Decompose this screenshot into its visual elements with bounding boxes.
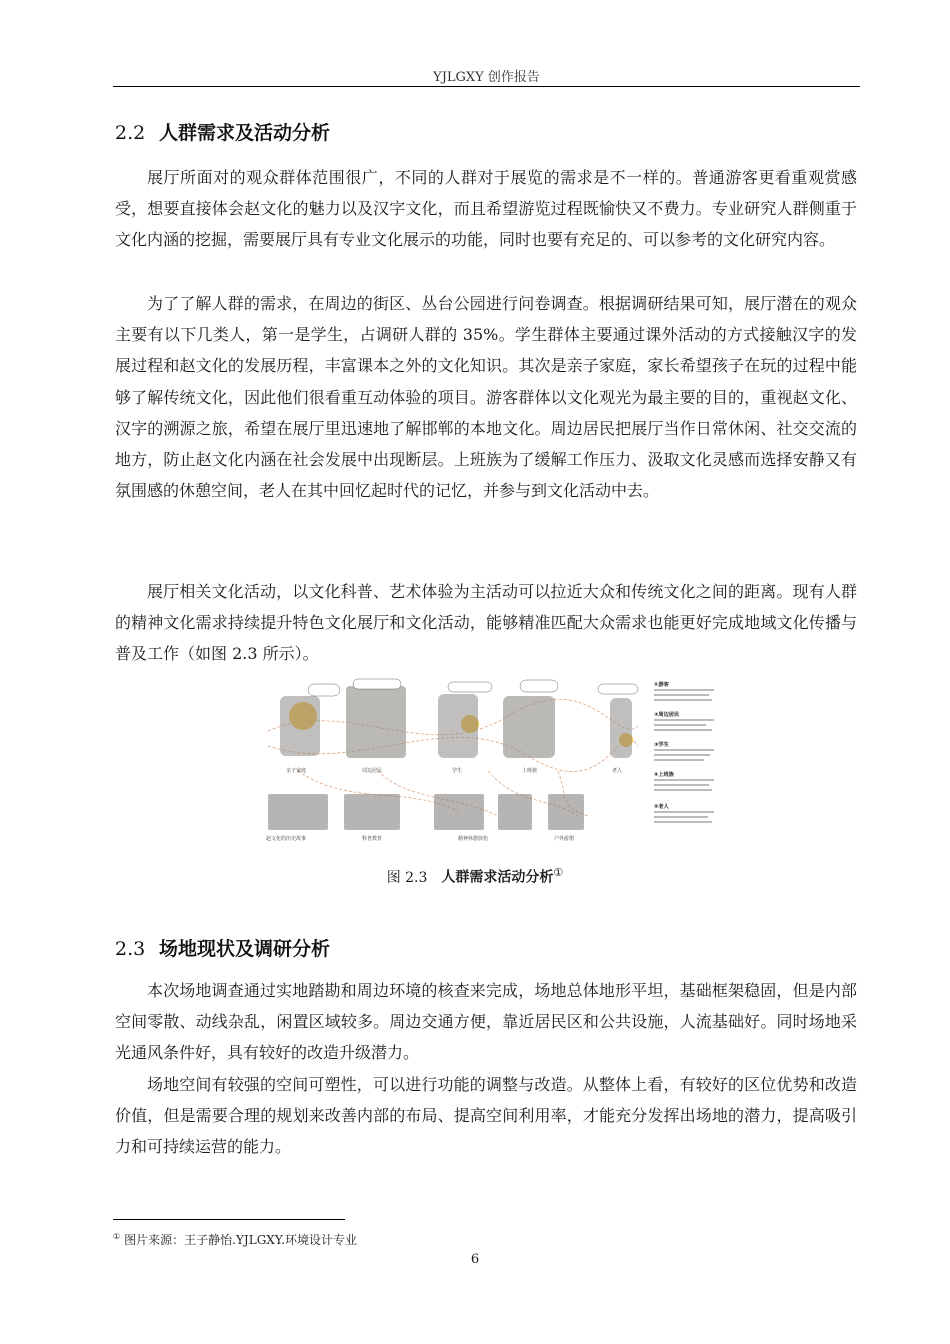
figure-legend-entry: ①游客	[654, 682, 669, 688]
footnote-rule	[113, 1219, 345, 1220]
caption-footnote-mark: ①	[553, 866, 564, 879]
figure-activity-label: 科普教育	[362, 836, 383, 842]
paragraph: 场地空间有较强的空间可塑性，可以进行功能的调整与改造。从整体上看，有较好的区位优势和改造价值，但是需要合理的规划来改善内部的布局、提高空间利用率，才能充分发挥出场地的潜力，提高吸引力和可持续运营的能力。	[115, 1075, 857, 1157]
paragraph: 为了了解人群的需求，在周边的街区、丛台公园进行问卷调查。根据调研结果可知，展厅潜在的观众主要有以下几类人，第一是学生，占调研人群的 35%。学生群体主要通过课外活动的方式接触汉字的发展过程和赵文化的发展历程，丰富课本之外的文化知识。其次是亲子家庭，家长希望孩子在玩的过程中能够了解传统文化，因此他们很看重互动体验的项目。游客群体以文化观光为最主要的目的，重视赵文化、汉字的溯源之旅，希望在展厅里迅速地了解邯郸的本地文化。周边居民把展厅当作日常休闲、社交交流的地方，防止赵文化内涵在社会发展中出现断层。上班族为了缓解工作压力、汲取文化灵感而选择安静又有氛围感的休憩空间，老人在其中回忆起时代的记忆，并参与到文化活动中去。	[115, 294, 857, 501]
paragraph: 展厅所面对的观众群体范围很广，不同的人群对于展览的需求是不一样的。普通游客更看重观赏感受，想要直接体会赵文化的魅力以及汉字文化，而且希望游览过程既愉快又不费力。专业研究人群侧重于文化内涵的挖掘，需要展厅具有专业文化展示的功能，同时也要有充足的、可以参考的文化研究内容。	[115, 168, 857, 250]
caption-title: 人群需求活动分析	[441, 869, 554, 886]
figure-legend-entry: ④上班族	[654, 772, 674, 778]
paragraph: 展厅相关文化活动，以文化科普、艺术体验为主活动可以拉近大众和传统文化之间的距离。现有人群的精神文化需求持续提升特色文化展厅和文化活动，能够精准匹配大众需求也能更好完成地域文化传播与普及工作（如图 2.3 所示）。	[115, 582, 857, 664]
paragraph: 本次场地调查通过实地踏勘和周边环境的核查来完成，场地总体地形平坦，基础框架稳固，但是内部空间零散、动线杂乱，闲置区域较多。周边交通方便，靠近居民区和公共设施，人流基础好。同时场地采光通风条件好，具有较好的改造升级潜力。	[115, 981, 857, 1063]
figure-group-label: 上班族	[522, 768, 538, 774]
figure-group-label: 周边居民	[362, 768, 383, 774]
figure-legend-entry: ②周边居民	[654, 712, 680, 718]
figure-group-label: 学生	[452, 768, 463, 774]
section-title: 人群需求及活动分析	[159, 122, 331, 144]
figure-activity-label: 赵文化的历史故事	[266, 836, 307, 842]
figure-group-label: 亲子家庭	[286, 768, 307, 774]
section-number: 2.2	[115, 122, 146, 144]
figure-activity-label: 户外游憩	[554, 836, 575, 842]
footnote-text: 图片来源：王子静怡.YJLGXY.环境设计专业	[124, 1233, 358, 1247]
section-number: 2.3	[115, 938, 146, 960]
section-title: 场地现状及调研分析	[159, 938, 331, 960]
page-number: 6	[470, 1252, 480, 1267]
figure-crowd-analysis	[258, 676, 724, 846]
page-header: YJLGXY 创作报告	[433, 70, 540, 85]
figure-activity-label: 精神休憩放松	[458, 836, 489, 842]
section-heading-2-3	[115, 934, 330, 961]
figure-legend-entry: ③学生	[654, 742, 669, 748]
footnote-mark: ①	[113, 1232, 121, 1241]
figure-caption	[0, 866, 950, 887]
figure-group-label: 老人	[612, 768, 623, 774]
caption-number: 图 2.3	[386, 869, 428, 886]
section-heading-2-2	[115, 118, 330, 145]
footnote	[113, 1231, 357, 1248]
figure-legend-entry: ⑤老人	[654, 804, 669, 810]
header-rule	[113, 86, 860, 87]
